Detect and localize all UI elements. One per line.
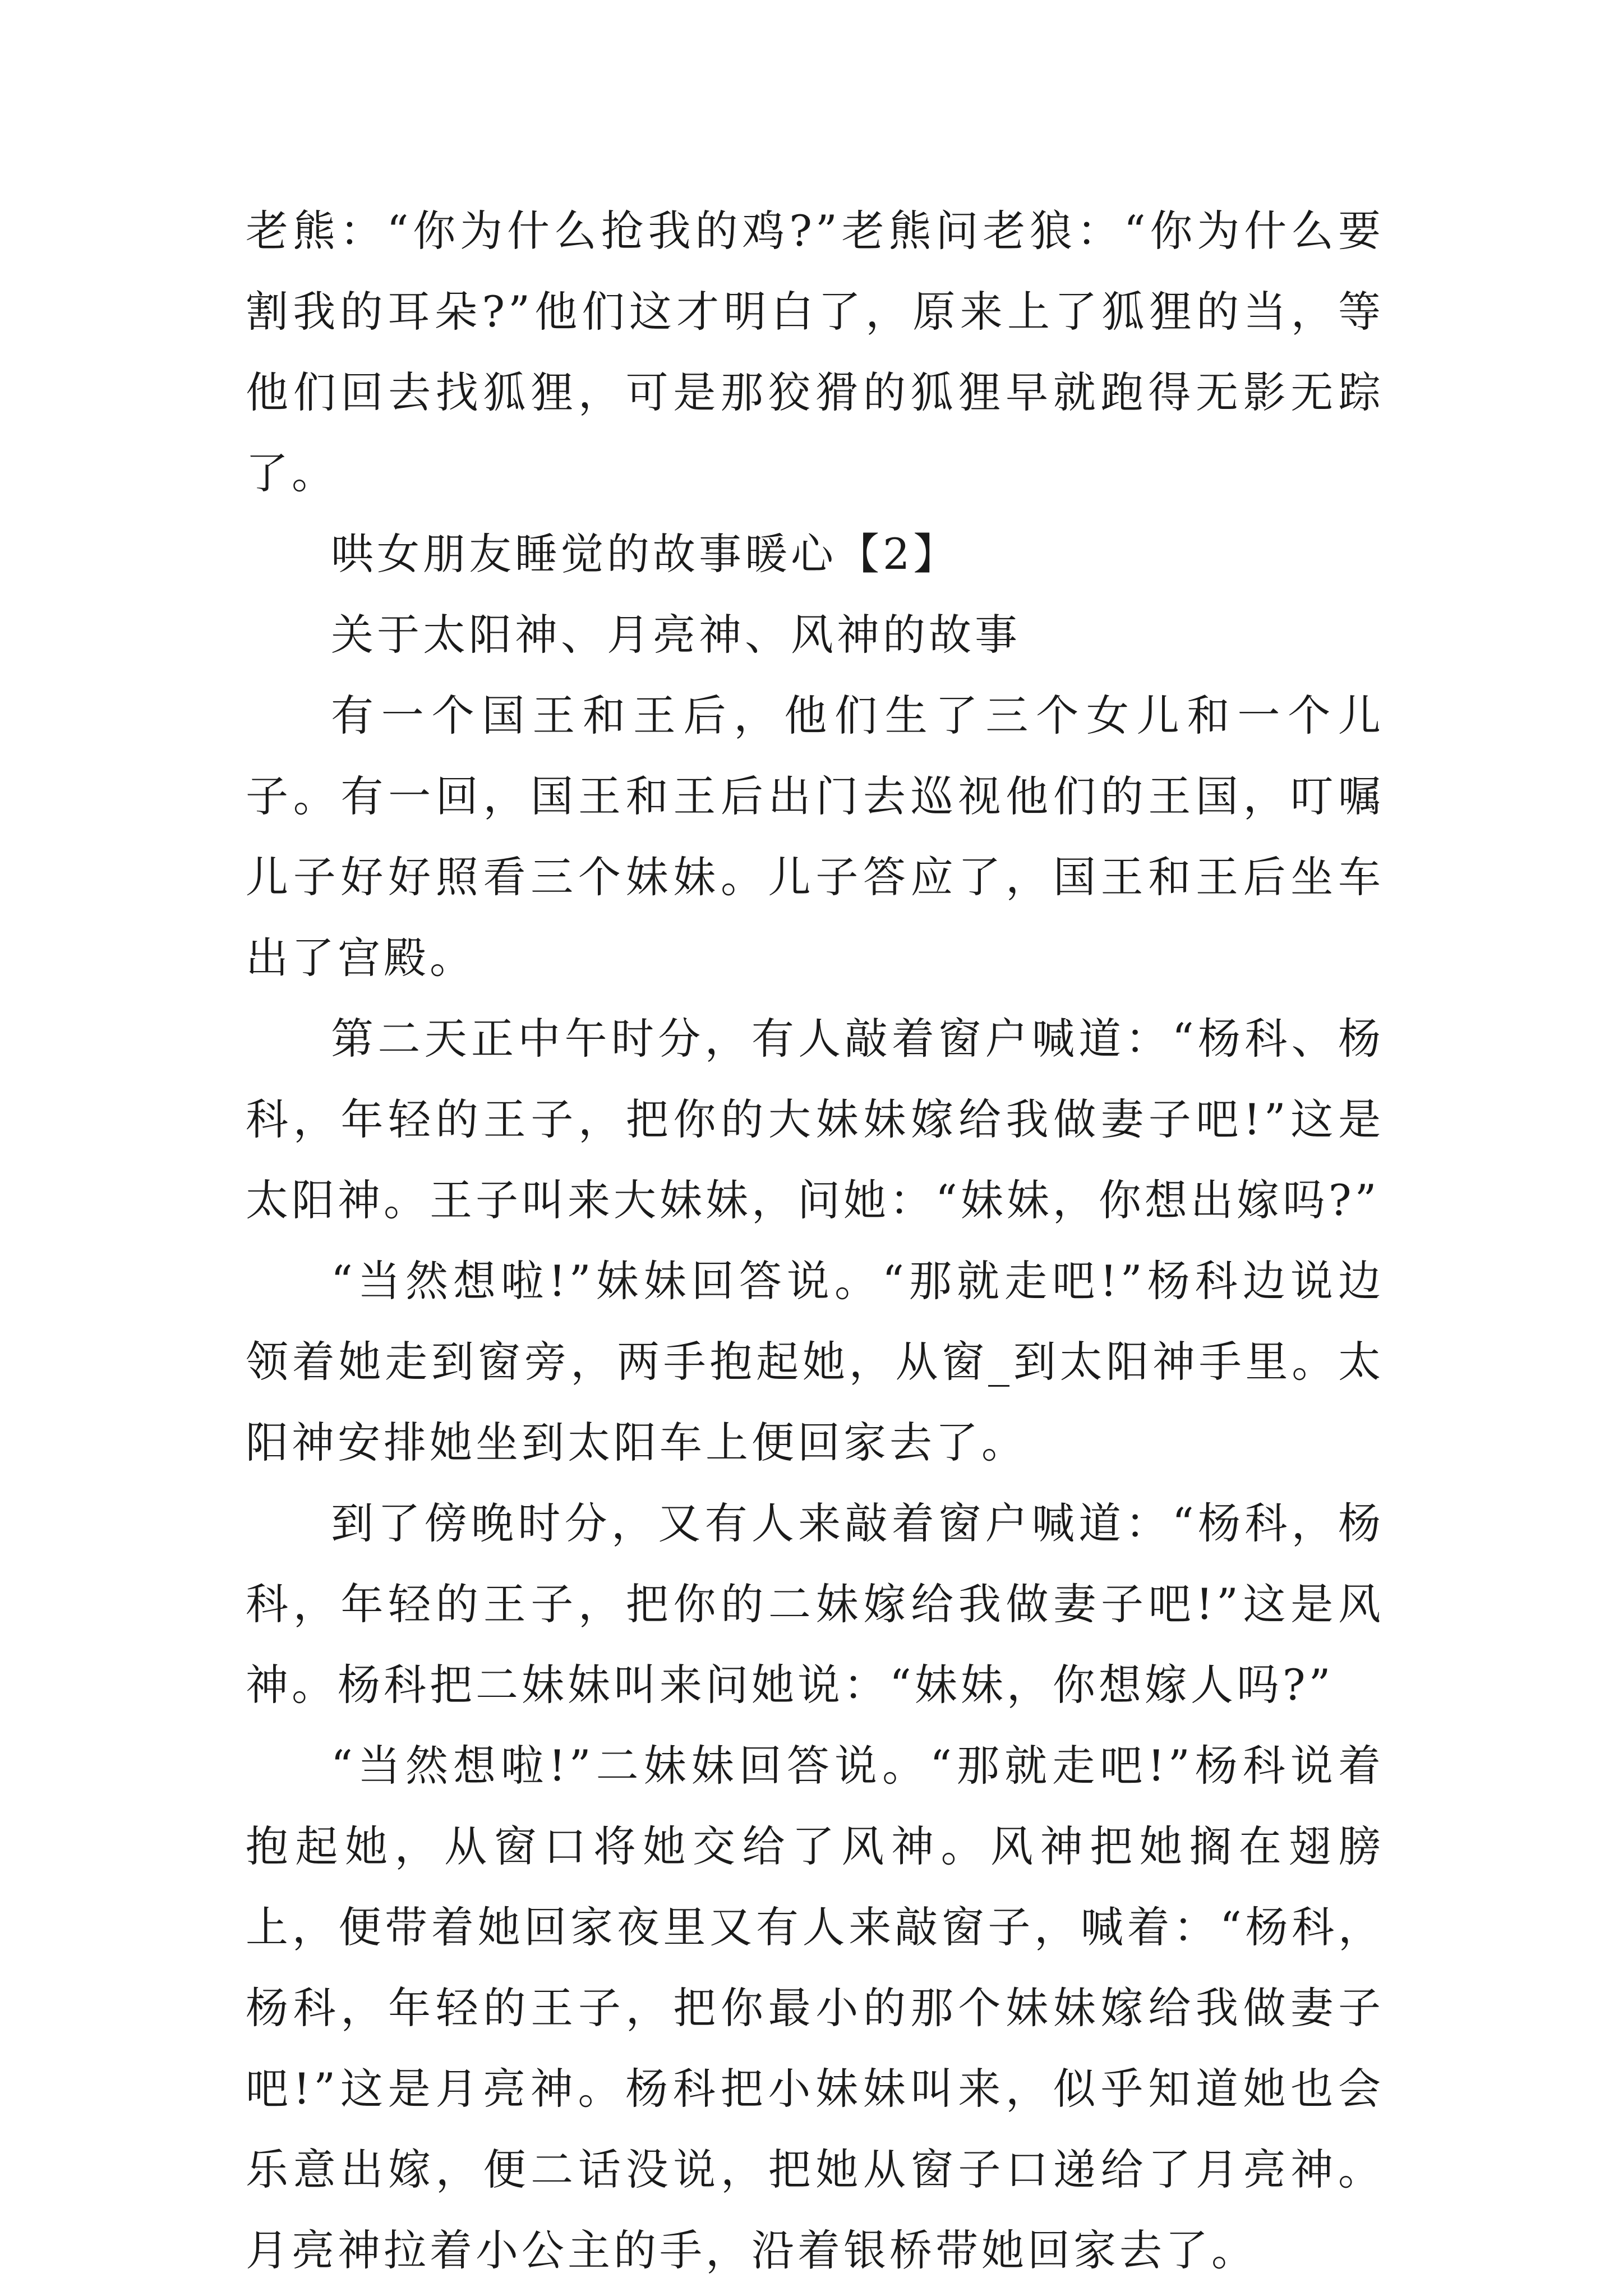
paragraph: “当然想啦!”妹妹回答说。“那就走吧!”杨科边说边领着她走到窗旁，两手抱起她，从窗_到太阳神手里。太阳神安排她坐到太阳车上便回家去了。 [246, 1256, 1384, 1467]
paragraph: “当然想啦!”二妹妹回答说。“那就走吧!”杨科说着抱起她，从窗口将她交给了风神。风神把她搁在翅膀上，便带着她回家夜里又有人来敲窗子，喊着：“杨科，杨科，年轻的王子，把你最小的那个妹妹嫁给我做妻子吧!”这是月亮神。杨科把小妹妹叫来，似乎知道她也会乐意出嫁，便二话没说，把她从窗子口递给了月亮神。月亮神拉着小公主的手，沿着银桥带她回家去了。 [246, 1741, 1384, 2275]
paragraph: 到了傍晚时分，又有人来敲着窗户喊道：“杨科，杨科，年轻的王子，把你的二妹嫁给我做妻子吧!”这是风神。杨科把二妹妹叫来问她说：“妹妹，你想嫁人吗?” [246, 1498, 1384, 1710]
section-heading: 哄女朋友睡觉的故事暖心【2】 [331, 529, 960, 579]
story-title: 关于太阳神、月亮神、风神的故事 [331, 610, 1021, 660]
paragraph: 第二天正中午时分，有人敲着窗户喊道：“杨科、杨科，年轻的王子，把你的大妹妹嫁给我做妻子吧!”这是太阳神。王子叫来大妹妹，问她：“妹妹，你想出嫁吗?” [246, 1014, 1384, 1225]
document-body [246, 191, 1384, 2291]
paragraph-continuation: 老熊：“你为什么抢我的鸡?”老熊问老狼：“你为什么要割我的耳朵?”他们这才明白了，原来上了狐狸的当，等他们回去找狐狸，可是那狡猾的狐狸早就跑得无影无踪了。 [246, 206, 1384, 498]
paragraph: 有一个国王和王后，他们生了三个女儿和一个儿子。有一回，国王和王后出门去巡视他们的王国，叮嘱儿子好好照看三个妹妹。儿子答应了，国王和王后坐车出了宫殿。 [246, 691, 1384, 983]
